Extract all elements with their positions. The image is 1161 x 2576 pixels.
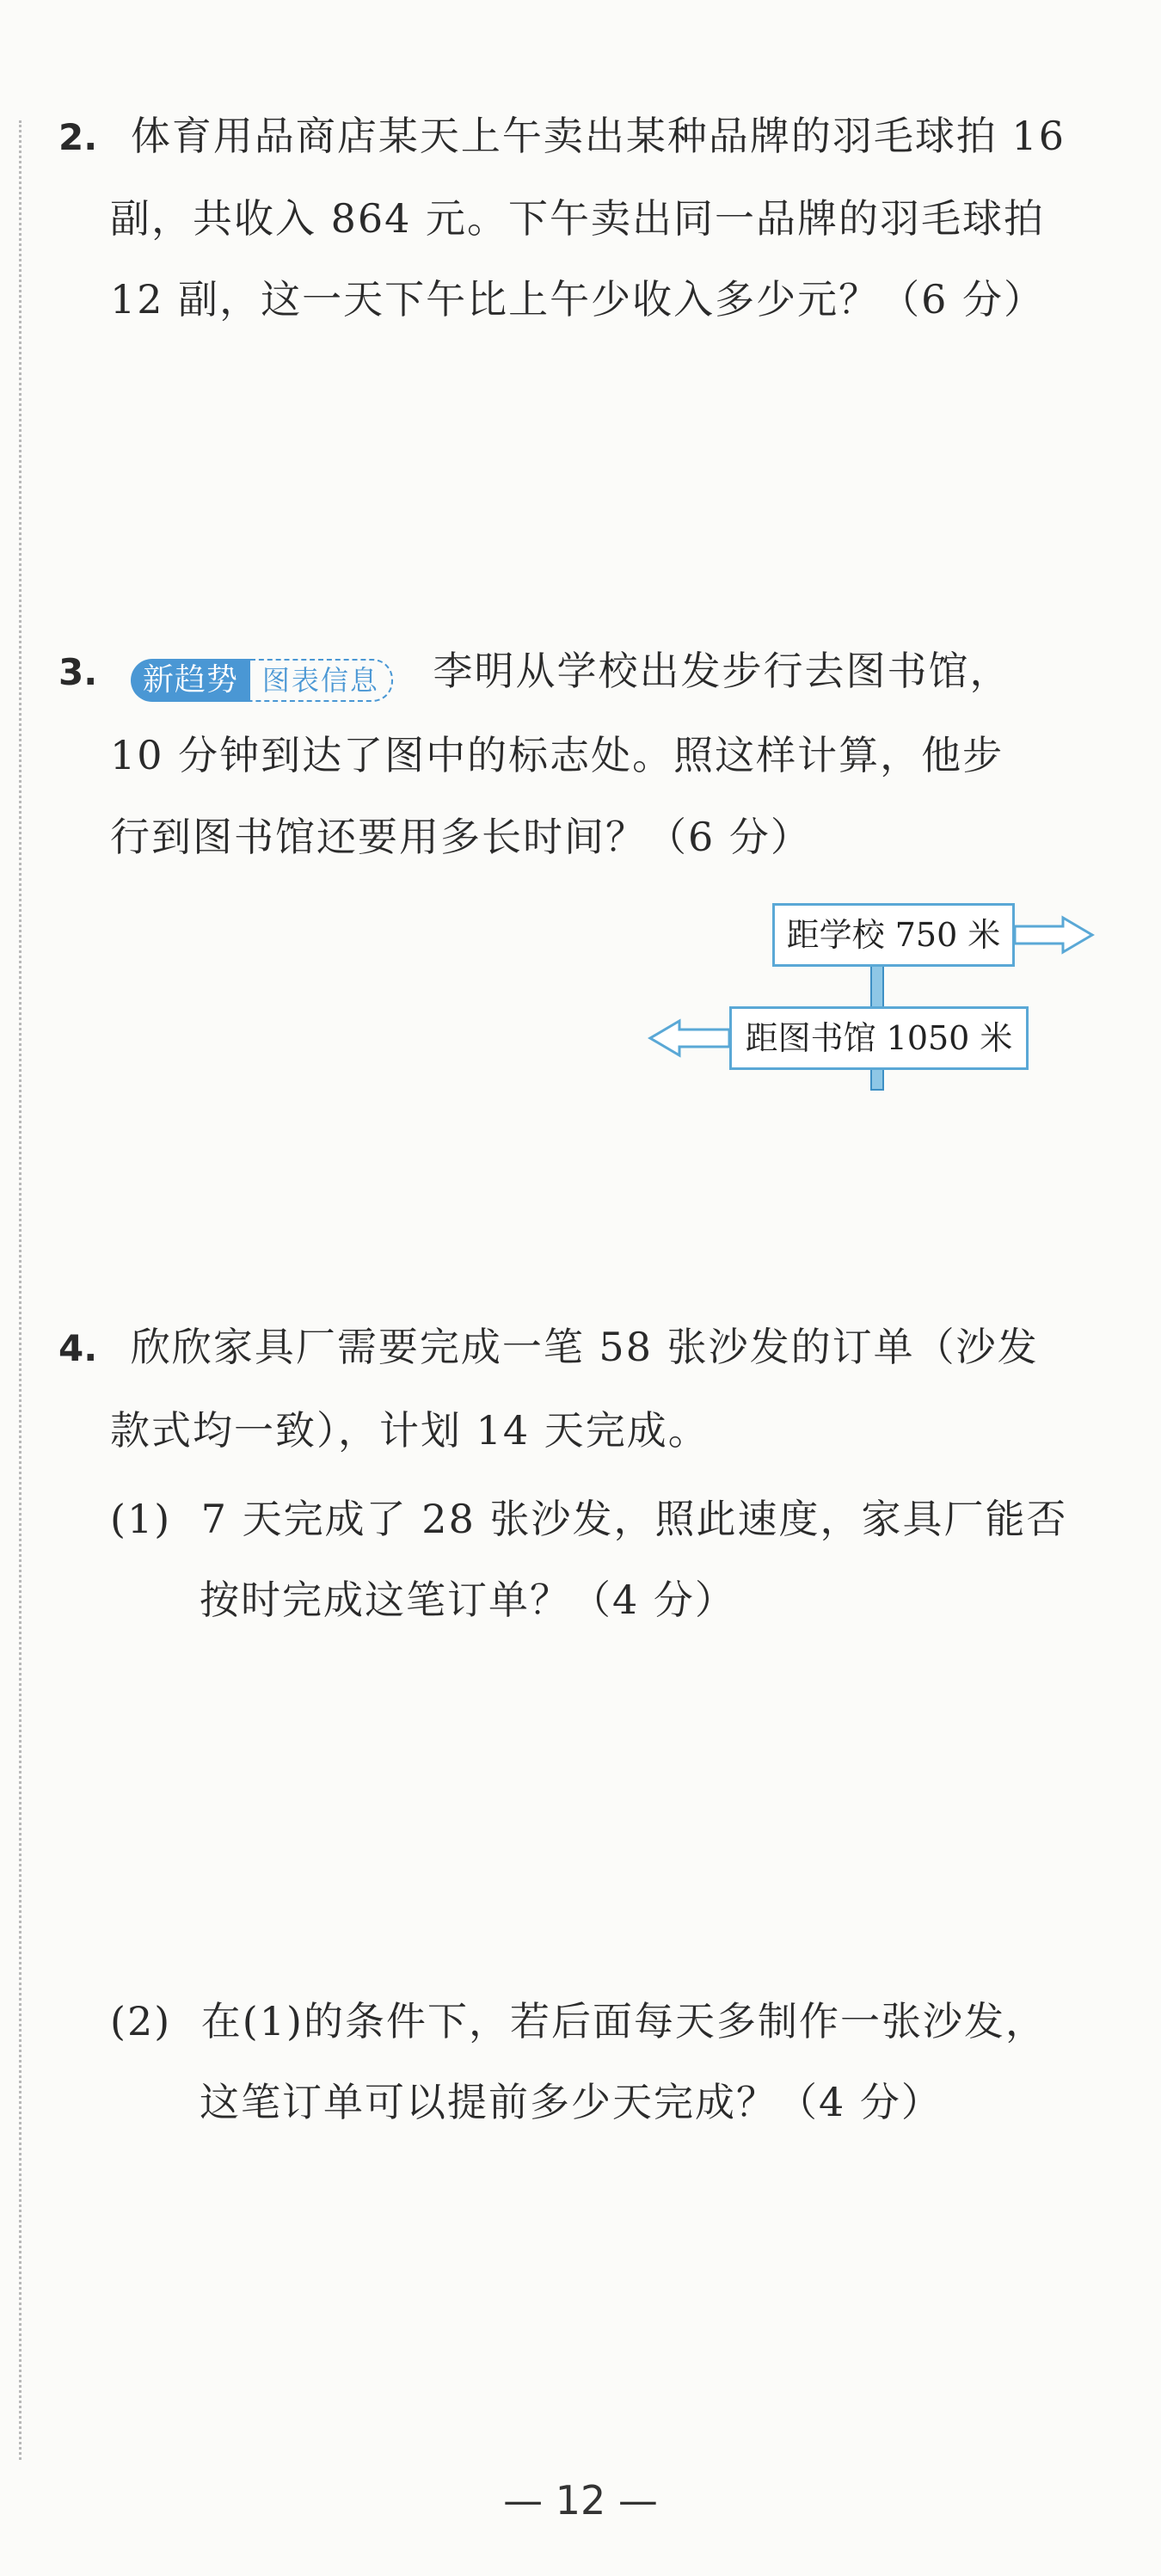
question-number: 3. bbox=[58, 651, 98, 693]
part-text: 7 天完成了 28 张沙发，照此速度，家具厂能否 bbox=[200, 1496, 1068, 1542]
part-1-line-1 bbox=[110, 1495, 1067, 1543]
question-text: 体育用品商店某天上午卖出某种品牌的羽毛球拍 16 bbox=[130, 113, 1066, 159]
question-3-line-1 bbox=[58, 647, 1010, 702]
question-3-line-3: 行到图书馆还要用多长时间？（6 分） bbox=[110, 814, 812, 860]
question-2-line-1 bbox=[58, 112, 1066, 162]
sign-board-library: 距图书馆 1050 米 bbox=[729, 1006, 1029, 1070]
part-label: (1) bbox=[110, 1496, 172, 1542]
question-text: 欣欣家具厂需要完成一笔 58 张沙发的订单（沙发 bbox=[130, 1324, 1039, 1370]
sign-board-school: 距学校 750 米 bbox=[772, 903, 1015, 967]
badge-new-trend: 新趋势 bbox=[131, 659, 250, 702]
question-4-line-1 bbox=[58, 1323, 1039, 1373]
part-2-line-2: 这笔订单可以提前多少天完成？（4 分） bbox=[200, 2079, 943, 2125]
question-text: 李明从学校出发步行去图书馆， bbox=[433, 648, 1011, 694]
question-3-line-2: 10 分钟到达了图中的标志处。照这样计算，他步 bbox=[110, 732, 1004, 778]
part-label: (2) bbox=[110, 1998, 172, 2044]
question-2-line-2: 副，共收入 864 元。下午卖出同一品牌的羽毛球拍 bbox=[110, 195, 1046, 242]
part-1-line-2: 按时完成这笔订单？（4 分） bbox=[200, 1577, 736, 1623]
page-number: — 12 — bbox=[503, 2477, 658, 2524]
part-text: 在(1)的条件下，若后面每天多制作一张沙发， bbox=[200, 1998, 1047, 2044]
tag-badge bbox=[131, 659, 393, 702]
question-2-line-3: 12 副，这一天下午比上午少收入多少元？（6 分） bbox=[110, 276, 1046, 323]
question-number: 4. bbox=[58, 1327, 98, 1369]
question-number: 2. bbox=[58, 116, 98, 158]
part-2-line-1 bbox=[110, 1997, 1047, 2045]
badge-chart-info: 图表信息 bbox=[250, 659, 393, 702]
arrow-right-icon bbox=[1013, 915, 1096, 955]
arrow-left-icon bbox=[647, 1018, 731, 1058]
binding-cut-line bbox=[19, 120, 22, 2460]
question-4-line-2: 款式均一致），计划 14 天完成。 bbox=[110, 1407, 710, 1454]
